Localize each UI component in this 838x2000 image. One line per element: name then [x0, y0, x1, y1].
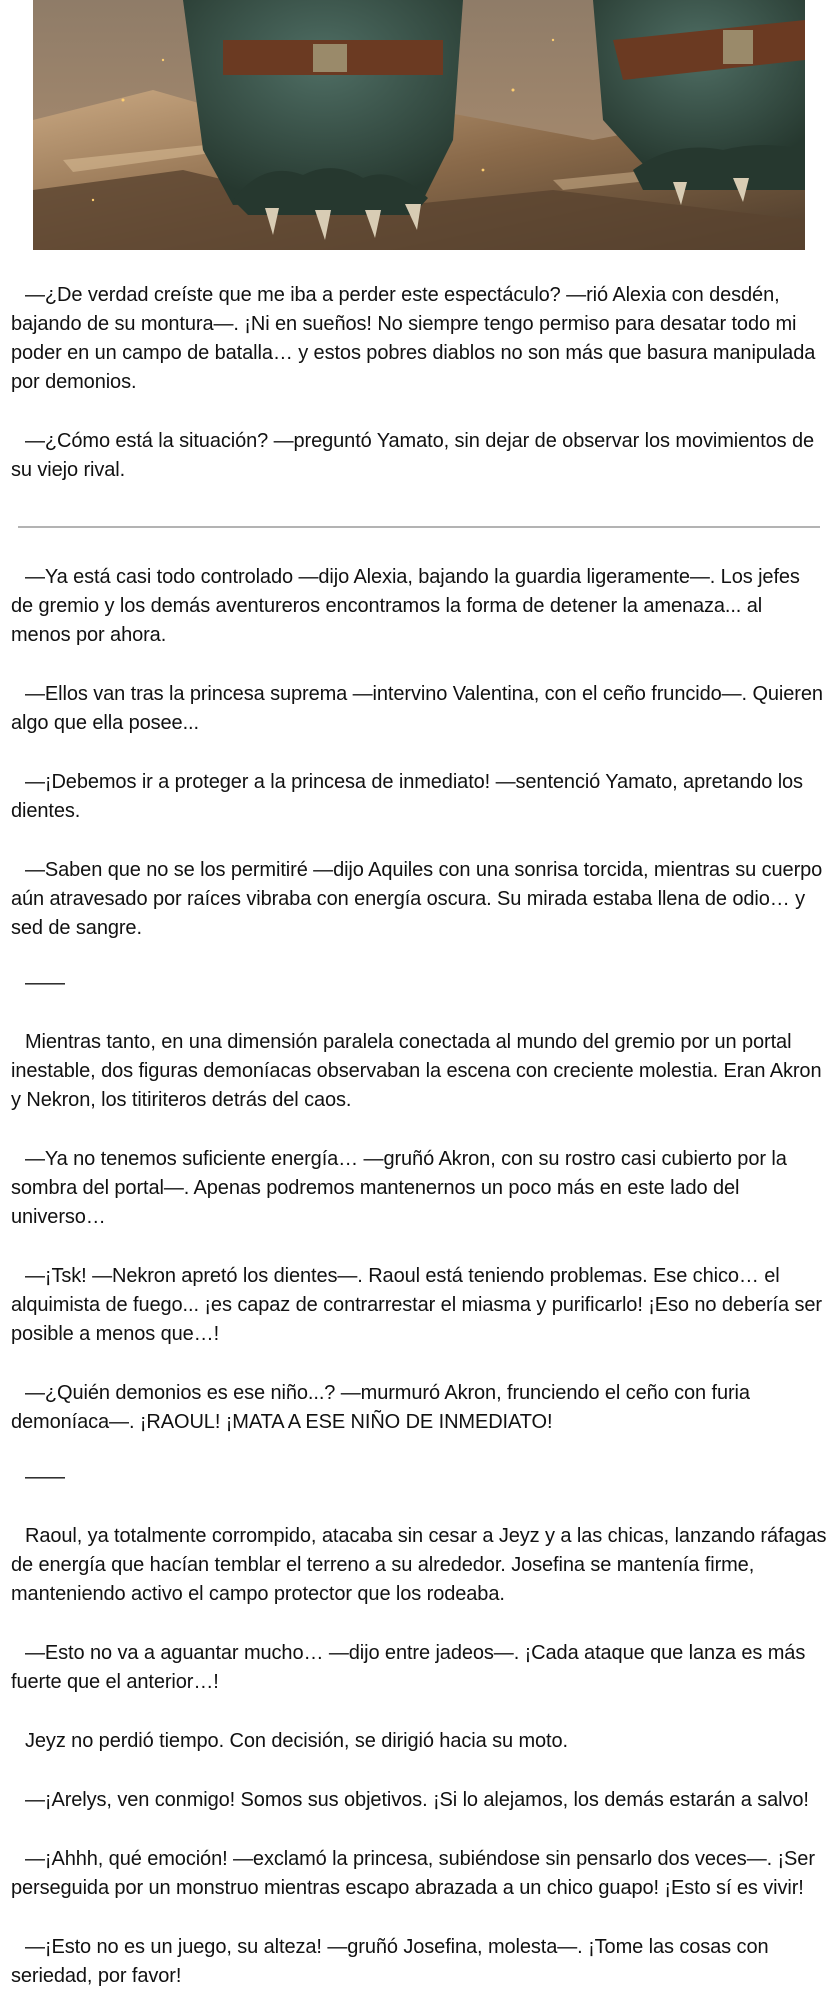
paragraph: Raoul, ya totalmente corrompido, atacaba sin cesar a Jeyz y a las chicas, lanzando ráfagas de energía que hacían temblar el terreno a su alrededor. Josefina se mantenía firme, manteniendo activo el campo protector que los rodeaba.	[11, 1525, 827, 1605]
horizontal-divider	[18, 526, 820, 528]
scene-break: ——	[25, 1466, 65, 1488]
paragraph: Jeyz no perdió tiempo. Con decisión, se dirigió hacia su moto.	[25, 1730, 568, 1752]
creature-illustration	[33, 0, 805, 250]
paragraph: —¡Debemos ir a proteger a la princesa de inmediato! —sentenció Yamato, apretando los dientes.	[11, 771, 803, 822]
paragraph: —Ya está casi todo controlado —dijo Alexia, bajando la guardia ligeramente—. Los jefes de gremio y los demás aventureros encontramos la forma de detener la amenaza... al menos por ahora.	[11, 566, 800, 646]
paragraph: —Saben que no se los permitiré —dijo Aquiles con una sonrisa torcida, mientras su cuerpo aún atravesado por raíces vibraba con energía oscura. Su mirada estaba llena de odio… y sed de sangre.	[11, 859, 823, 939]
paragraph: —¿Quién demonios es ese niño...? —murmuró Akron, frunciendo el ceño con furia demoníaca—. ¡RAOUL! ¡MATA A ESE NIÑO DE INMEDIATO!	[11, 1382, 750, 1433]
paragraph: —Esto no va a aguantar mucho… —dijo entre jadeos—. ¡Cada ataque que lanza es más fuerte que el anterior…!	[11, 1642, 806, 1693]
paragraph: —¡Arelys, ven conmigo! Somos sus objetivos. ¡Si lo alejamos, los demás estarán a salvo!	[25, 1789, 809, 1811]
paragraph: —¡Esto no es un juego, su alteza! —gruñó Josefina, molesta—. ¡Tome las cosas con seriedad, por favor!	[11, 1936, 769, 1987]
paragraph: —Ellos van tras la princesa suprema —intervino Valentina, con el ceño fruncido—. Quieren algo que ella posee...	[11, 683, 823, 734]
paragraph: —¡Tsk! —Nekron apretó los dientes—. Raoul está teniendo problemas. Ese chico… el alquimista de fuego... ¡es capaz de contrarrestar el miasma y purificarlo! ¡Eso no debería ser posible a menos que…!	[11, 1265, 822, 1345]
paragraph: —¡Ahhh, qué emoción! —exclamó la princesa, subiéndose sin pensarlo dos veces—. ¡Ser perseguida por un monstruo mientras escapo abrazada a un chico guapo! ¡Esto sí es vivir!	[11, 1848, 815, 1899]
story-text	[0, 250, 838, 1991]
paragraph: —¿De verdad creíste que me iba a perder este espectáculo? —rió Alexia con desdén, bajando de su montura—. ¡Ni en sueños! No siempre tengo permiso para desatar todo mi poder en un campo de batalla… y estos pobres diablos no son más que basura manipulada por demonios.	[11, 284, 816, 393]
creature-paws-icon	[33, 0, 805, 250]
paragraph: —Ya no tenemos suficiente energía… —gruñó Akron, con su rostro casi cubierto por la sombra del portal—. Apenas podremos mantenernos un poco más en este lado del universo…	[11, 1148, 787, 1228]
paragraph: Mientras tanto, en una dimensión paralela conectada al mundo del gremio por un portal inestable, dos figuras demoníacas observaban la escena con creciente molestia. Eran Akron y Nekron, los titiriteros detrás del caos.	[11, 1031, 822, 1111]
paragraph: —¿Cómo está la situación? —preguntó Yamato, sin dejar de observar los movimientos de su viejo rival.	[11, 430, 815, 481]
scene-break: ——	[25, 972, 65, 994]
